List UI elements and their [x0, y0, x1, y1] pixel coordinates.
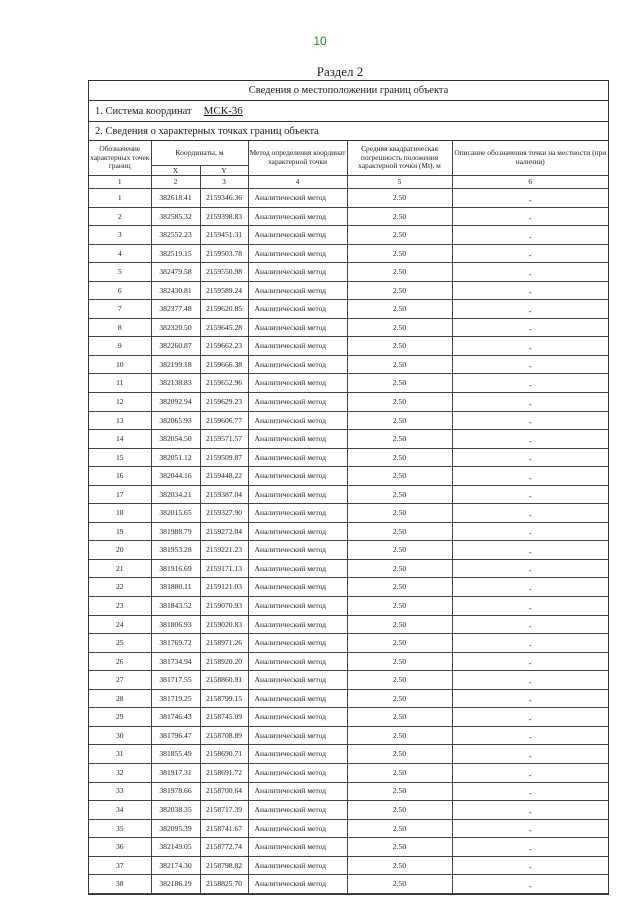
method-cell: Аналитический метод: [248, 782, 347, 801]
description-cell: -: [452, 522, 608, 541]
method-cell: Аналитический метод: [248, 244, 347, 263]
accuracy-cell: 2.50: [347, 578, 452, 597]
accuracy-cell: 2.50: [347, 189, 452, 208]
table-row: [89, 708, 608, 727]
accuracy-cell: 2.50: [347, 207, 452, 226]
point-number-cell: 24: [89, 615, 151, 634]
description-cell: -: [452, 578, 608, 597]
table-row: [89, 763, 608, 782]
x-coordinate-cell: 381978.66: [151, 782, 200, 801]
point-number-cell: 33: [89, 782, 151, 801]
y-coordinate-cell: 2158971.26: [200, 634, 248, 653]
table-row: [89, 504, 608, 523]
accuracy-cell: 2.50: [347, 763, 452, 782]
x-coordinate-cell: 382199.18: [151, 355, 200, 374]
point-number-cell: 12: [89, 393, 151, 412]
y-coordinate-cell: 2158690.71: [200, 745, 248, 764]
y-coordinate-cell: 2158860.91: [200, 671, 248, 690]
accuracy-cell: 2.50: [347, 671, 452, 690]
x-coordinate-cell: 382585.32: [151, 207, 200, 226]
table-row: [89, 745, 608, 764]
table-row: [89, 448, 608, 467]
method-cell: Аналитический метод: [248, 615, 347, 634]
description-cell: -: [452, 634, 608, 653]
method-cell: Аналитический метод: [248, 801, 347, 820]
boundary-points-table: [89, 141, 608, 894]
col-x-header: X: [151, 166, 200, 176]
x-coordinate-cell: 382149.05: [151, 838, 200, 857]
description-cell: -: [452, 226, 608, 245]
method-cell: Аналитический метод: [248, 838, 347, 857]
point-number-cell: 25: [89, 634, 151, 653]
accuracy-cell: 2.50: [347, 430, 452, 449]
y-coordinate-cell: 2159503.78: [200, 244, 248, 263]
y-coordinate-cell: 2158799.15: [200, 689, 248, 708]
x-coordinate-cell: 382479.58: [151, 263, 200, 282]
y-coordinate-cell: 2159652.96: [200, 374, 248, 393]
col-y-header: Y: [200, 166, 248, 176]
x-coordinate-cell: 382618.41: [151, 189, 200, 208]
point-number-cell: 15: [89, 448, 151, 467]
table-row: [89, 689, 608, 708]
y-coordinate-cell: 2159451.31: [200, 226, 248, 245]
accuracy-cell: 2.50: [347, 782, 452, 801]
description-cell: -: [452, 244, 608, 263]
method-cell: Аналитический метод: [248, 578, 347, 597]
description-cell: -: [452, 393, 608, 412]
method-cell: Аналитический метод: [248, 393, 347, 412]
accuracy-cell: 2.50: [347, 337, 452, 356]
method-cell: Аналитический метод: [248, 411, 347, 430]
column-number: 2: [151, 176, 200, 189]
point-number-cell: 7: [89, 300, 151, 319]
table-row: [89, 819, 608, 838]
accuracy-cell: 2.50: [347, 448, 452, 467]
table-row: [89, 541, 608, 560]
description-cell: -: [452, 726, 608, 745]
table-row: [89, 726, 608, 745]
y-coordinate-cell: 2159620.85: [200, 300, 248, 319]
x-coordinate-cell: 381769.72: [151, 634, 200, 653]
point-number-cell: 11: [89, 374, 151, 393]
description-cell: -: [452, 708, 608, 727]
accuracy-cell: 2.50: [347, 411, 452, 430]
description-cell: -: [452, 856, 608, 875]
point-number-cell: 20: [89, 541, 151, 560]
y-coordinate-cell: 2159020.83: [200, 615, 248, 634]
accuracy-cell: 2.50: [347, 522, 452, 541]
point-number-cell: 4: [89, 244, 151, 263]
table-row: [89, 411, 608, 430]
accuracy-cell: 2.50: [347, 819, 452, 838]
point-number-cell: 26: [89, 652, 151, 671]
y-coordinate-cell: 2159398.83: [200, 207, 248, 226]
table-row: [89, 782, 608, 801]
description-cell: -: [452, 263, 608, 282]
description-cell: -: [452, 652, 608, 671]
method-cell: Аналитический метод: [248, 652, 347, 671]
method-cell: Аналитический метод: [248, 856, 347, 875]
point-number-cell: 5: [89, 263, 151, 282]
y-coordinate-cell: 2159171.13: [200, 559, 248, 578]
x-coordinate-cell: 382034.21: [151, 485, 200, 504]
description-cell: -: [452, 207, 608, 226]
points-heading: 2. Сведения о характерных точках границ объекта: [89, 122, 608, 141]
accuracy-cell: 2.50: [347, 226, 452, 245]
table-row: [89, 559, 608, 578]
description-cell: -: [452, 671, 608, 690]
description-cell: -: [452, 430, 608, 449]
y-coordinate-cell: 2158741.67: [200, 819, 248, 838]
y-coordinate-cell: 2158798.82: [200, 856, 248, 875]
description-cell: -: [452, 337, 608, 356]
x-coordinate-cell: 381796.47: [151, 726, 200, 745]
method-cell: Аналитический метод: [248, 819, 347, 838]
y-coordinate-cell: 2159571.57: [200, 430, 248, 449]
x-coordinate-cell: 381916.69: [151, 559, 200, 578]
table-row: [89, 281, 608, 300]
point-number-cell: 19: [89, 522, 151, 541]
point-number-cell: 18: [89, 504, 151, 523]
y-coordinate-cell: 2159448.22: [200, 467, 248, 486]
y-coordinate-cell: 2159070.93: [200, 597, 248, 616]
x-coordinate-cell: 382174.30: [151, 856, 200, 875]
method-cell: Аналитический метод: [248, 708, 347, 727]
point-number-cell: 3: [89, 226, 151, 245]
description-cell: -: [452, 485, 608, 504]
col-method-header: Метод определения координат характерной точки: [248, 141, 347, 176]
accuracy-cell: 2.50: [347, 485, 452, 504]
point-number-cell: 37: [89, 856, 151, 875]
table-row: [89, 856, 608, 875]
y-coordinate-cell: 2158700.64: [200, 782, 248, 801]
method-cell: Аналитический метод: [248, 745, 347, 764]
description-cell: -: [452, 374, 608, 393]
x-coordinate-cell: 382430.81: [151, 281, 200, 300]
x-coordinate-cell: 381806.93: [151, 615, 200, 634]
table-row: [89, 318, 608, 337]
accuracy-cell: 2.50: [347, 300, 452, 319]
table-row: [89, 522, 608, 541]
method-cell: Аналитический метод: [248, 207, 347, 226]
accuracy-cell: 2.50: [347, 652, 452, 671]
x-coordinate-cell: 382186.19: [151, 875, 200, 894]
column-number: 6: [452, 176, 608, 189]
accuracy-cell: 2.50: [347, 726, 452, 745]
description-cell: -: [452, 801, 608, 820]
method-cell: Аналитический метод: [248, 374, 347, 393]
x-coordinate-cell: 381917.31: [151, 763, 200, 782]
x-coordinate-cell: 381717.55: [151, 671, 200, 690]
col-description-header: Описание обозначения точки на местности (при наличии): [452, 141, 608, 176]
x-coordinate-cell: 382038.35: [151, 801, 200, 820]
x-coordinate-cell: 382065.93: [151, 411, 200, 430]
accuracy-cell: 2.50: [347, 281, 452, 300]
x-coordinate-cell: 382092.94: [151, 393, 200, 412]
accuracy-cell: 2.50: [347, 244, 452, 263]
section-title: Раздел 2: [316, 64, 364, 79]
y-coordinate-cell: 2159387.04: [200, 485, 248, 504]
method-cell: Аналитический метод: [248, 355, 347, 374]
method-cell: Аналитический метод: [248, 763, 347, 782]
point-number-cell: 21: [89, 559, 151, 578]
description-cell: -: [452, 689, 608, 708]
y-coordinate-cell: 2158708.89: [200, 726, 248, 745]
accuracy-cell: 2.50: [347, 393, 452, 412]
table-row: [89, 393, 608, 412]
accuracy-cell: 2.50: [347, 838, 452, 857]
point-number-cell: 35: [89, 819, 151, 838]
description-cell: -: [452, 318, 608, 337]
method-cell: Аналитический метод: [248, 634, 347, 653]
method-cell: Аналитический метод: [248, 189, 347, 208]
x-coordinate-cell: 382138.83: [151, 374, 200, 393]
table-row: [89, 634, 608, 653]
x-coordinate-cell: 381734.94: [151, 652, 200, 671]
method-cell: Аналитический метод: [248, 226, 347, 245]
point-number-cell: 14: [89, 430, 151, 449]
y-coordinate-cell: 2159272.04: [200, 522, 248, 541]
accuracy-cell: 2.50: [347, 263, 452, 282]
table-body: [89, 189, 608, 894]
method-cell: Аналитический метод: [248, 318, 347, 337]
method-cell: Аналитический метод: [248, 689, 347, 708]
table-row: [89, 801, 608, 820]
accuracy-cell: 2.50: [347, 745, 452, 764]
description-cell: -: [452, 597, 608, 616]
description-cell: -: [452, 745, 608, 764]
description-cell: -: [452, 504, 608, 523]
accuracy-cell: 2.50: [347, 559, 452, 578]
accuracy-cell: 2.50: [347, 318, 452, 337]
y-coordinate-cell: 2159666.38: [200, 355, 248, 374]
table-row: [89, 578, 608, 597]
point-number-cell: 10: [89, 355, 151, 374]
table-row: [89, 430, 608, 449]
table-row: [89, 189, 608, 208]
accuracy-cell: 2.50: [347, 541, 452, 560]
description-cell: -: [452, 189, 608, 208]
x-coordinate-cell: 382095.39: [151, 819, 200, 838]
accuracy-cell: 2.50: [347, 597, 452, 616]
accuracy-cell: 2.50: [347, 615, 452, 634]
method-cell: Аналитический метод: [248, 875, 347, 894]
y-coordinate-cell: 2159346.36: [200, 189, 248, 208]
y-coordinate-cell: 2159121.03: [200, 578, 248, 597]
point-number-cell: 22: [89, 578, 151, 597]
accuracy-cell: 2.50: [347, 374, 452, 393]
point-number-cell: 23: [89, 597, 151, 616]
x-coordinate-cell: 382051.12: [151, 448, 200, 467]
point-number-cell: 34: [89, 801, 151, 820]
x-coordinate-cell: 381746.43: [151, 708, 200, 727]
accuracy-cell: 2.50: [347, 504, 452, 523]
x-coordinate-cell: 382044.16: [151, 467, 200, 486]
y-coordinate-cell: 2158825.70: [200, 875, 248, 894]
point-number-cell: 29: [89, 708, 151, 727]
x-coordinate-cell: 382519.15: [151, 244, 200, 263]
y-coordinate-cell: 2159606.77: [200, 411, 248, 430]
table-row: [89, 652, 608, 671]
x-coordinate-cell: 382015.65: [151, 504, 200, 523]
column-number: 5: [347, 176, 452, 189]
description-cell: -: [452, 782, 608, 801]
col-coords-header: Координаты, м: [151, 141, 248, 166]
accuracy-cell: 2.50: [347, 355, 452, 374]
y-coordinate-cell: 2158691.72: [200, 763, 248, 782]
description-cell: -: [452, 559, 608, 578]
column-number: 3: [200, 176, 248, 189]
x-coordinate-cell: 381719.25: [151, 689, 200, 708]
accuracy-cell: 2.50: [347, 856, 452, 875]
description-cell: -: [452, 763, 608, 782]
x-coordinate-cell: 381843.52: [151, 597, 200, 616]
y-coordinate-cell: 2158717.39: [200, 801, 248, 820]
description-cell: -: [452, 615, 608, 634]
table-row: [89, 226, 608, 245]
description-cell: -: [452, 281, 608, 300]
point-number-cell: 30: [89, 726, 151, 745]
description-cell: -: [452, 467, 608, 486]
description-cell: -: [452, 838, 608, 857]
x-coordinate-cell: 382054.50: [151, 430, 200, 449]
point-number-cell: 36: [89, 838, 151, 857]
method-cell: Аналитический метод: [248, 485, 347, 504]
description-cell: -: [452, 300, 608, 319]
point-number-cell: 8: [89, 318, 151, 337]
table-row: [89, 875, 608, 894]
table-row: [89, 671, 608, 690]
table-row: [89, 337, 608, 356]
method-cell: Аналитический метод: [248, 504, 347, 523]
table-row: [89, 244, 608, 263]
method-cell: Аналитический метод: [248, 467, 347, 486]
point-number-cell: 2: [89, 207, 151, 226]
y-coordinate-cell: 2159221.23: [200, 541, 248, 560]
y-coordinate-cell: 2159629.23: [200, 393, 248, 412]
x-coordinate-cell: 382377.48: [151, 300, 200, 319]
table-row: [89, 485, 608, 504]
y-coordinate-cell: 2158772.74: [200, 838, 248, 857]
method-cell: Аналитический метод: [248, 448, 347, 467]
x-coordinate-cell: 382552.23: [151, 226, 200, 245]
description-cell: -: [452, 448, 608, 467]
y-coordinate-cell: 2158920.20: [200, 652, 248, 671]
point-number-cell: 32: [89, 763, 151, 782]
page-number: 10: [313, 34, 327, 48]
table-row: [89, 374, 608, 393]
method-cell: Аналитический метод: [248, 726, 347, 745]
point-number-cell: 9: [89, 337, 151, 356]
col-accuracy-header: Средняя квадратическая погрешность положения характерной точки (Mt), м: [347, 141, 452, 176]
method-cell: Аналитический метод: [248, 541, 347, 560]
method-cell: Аналитический метод: [248, 522, 347, 541]
point-number-cell: 16: [89, 467, 151, 486]
point-number-cell: 6: [89, 281, 151, 300]
coordinate-system-label: 1. Система координат: [95, 105, 192, 117]
x-coordinate-cell: 381988.79: [151, 522, 200, 541]
method-cell: Аналитический метод: [248, 671, 347, 690]
point-number-cell: 38: [89, 875, 151, 894]
col-designation-header: Обозначение характерных точек границ: [89, 141, 151, 176]
method-cell: Аналитический метод: [248, 337, 347, 356]
y-coordinate-cell: 2159509.87: [200, 448, 248, 467]
accuracy-cell: 2.50: [347, 708, 452, 727]
accuracy-cell: 2.50: [347, 467, 452, 486]
method-cell: Аналитический метод: [248, 559, 347, 578]
column-number: 1: [89, 176, 151, 189]
accuracy-cell: 2.50: [347, 634, 452, 653]
coordinate-system-row: [89, 101, 608, 122]
point-number-cell: 31: [89, 745, 151, 764]
y-coordinate-cell: 2159645.28: [200, 318, 248, 337]
description-cell: -: [452, 355, 608, 374]
table-row: [89, 355, 608, 374]
x-coordinate-cell: 382320.50: [151, 318, 200, 337]
table-row: [89, 300, 608, 319]
column-number: 4: [248, 176, 347, 189]
point-number-cell: 27: [89, 671, 151, 690]
accuracy-cell: 2.50: [347, 801, 452, 820]
point-number-cell: 28: [89, 689, 151, 708]
description-cell: -: [452, 411, 608, 430]
table-row: [89, 263, 608, 282]
table-row: [89, 838, 608, 857]
method-cell: Аналитический метод: [248, 430, 347, 449]
section-header: Сведения о местоположении границ объекта: [89, 81, 608, 101]
y-coordinate-cell: 2159662.23: [200, 337, 248, 356]
x-coordinate-cell: 381880.11: [151, 578, 200, 597]
method-cell: Аналитический метод: [248, 300, 347, 319]
method-cell: Аналитический метод: [248, 281, 347, 300]
x-coordinate-cell: 382260.87: [151, 337, 200, 356]
coordinate-system-value: МСК-36: [203, 105, 243, 117]
table-row: [89, 207, 608, 226]
x-coordinate-cell: 381855.49: [151, 745, 200, 764]
y-coordinate-cell: 2159550.98: [200, 263, 248, 282]
x-coordinate-cell: 381953.28: [151, 541, 200, 560]
point-number-cell: 13: [89, 411, 151, 430]
point-number-cell: 17: [89, 485, 151, 504]
description-cell: -: [452, 819, 608, 838]
table-row: [89, 597, 608, 616]
point-number-cell: 1: [89, 189, 151, 208]
description-cell: -: [452, 875, 608, 894]
method-cell: Аналитический метод: [248, 263, 347, 282]
description-cell: -: [452, 541, 608, 560]
table-row: [89, 467, 608, 486]
y-coordinate-cell: 2159327.90: [200, 504, 248, 523]
y-coordinate-cell: 2158745.09: [200, 708, 248, 727]
y-coordinate-cell: 2159589.24: [200, 281, 248, 300]
table-row: [89, 615, 608, 634]
accuracy-cell: 2.50: [347, 875, 452, 894]
method-cell: Аналитический метод: [248, 597, 347, 616]
boundary-points-frame: [88, 80, 609, 895]
accuracy-cell: 2.50: [347, 689, 452, 708]
